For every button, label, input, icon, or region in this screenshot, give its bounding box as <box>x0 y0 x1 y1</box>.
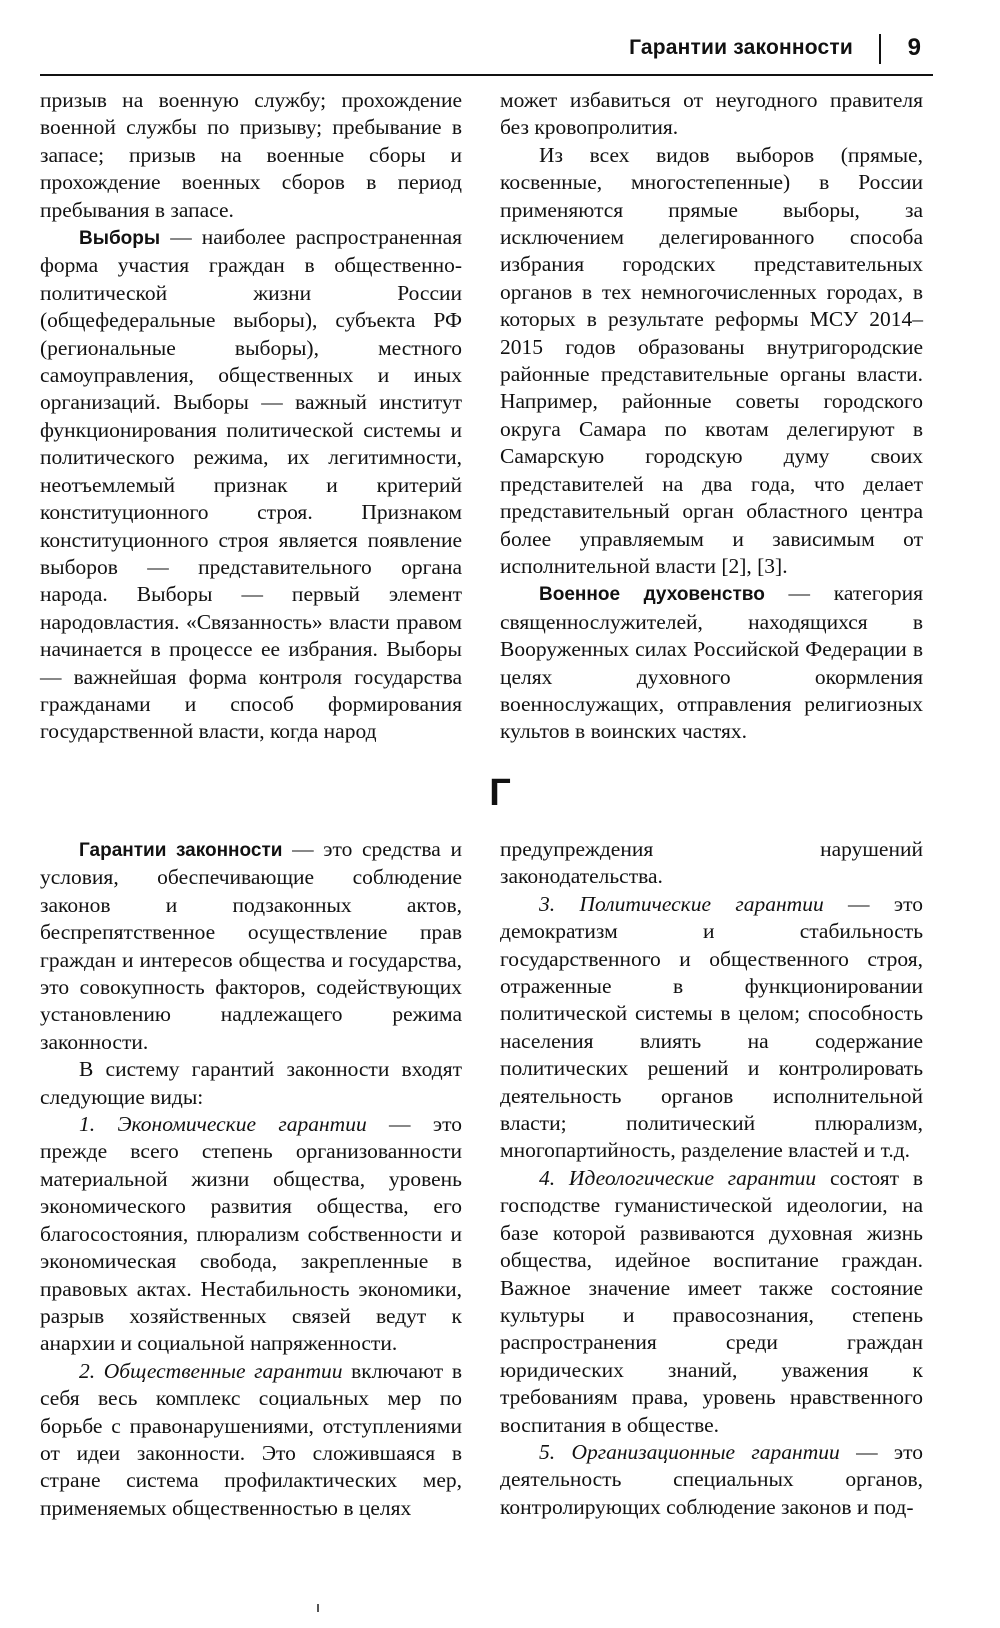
paragraph-economic <box>40 1111 462 1358</box>
paragraph-organizational <box>500 1439 923 1521</box>
top-left-column <box>40 87 462 746</box>
paragraph-text: — это средства и условия, обеспечивающие соблюдение законов и подзаконных актов, беспрепятственное осуществление прав граждан и интересов общества и государства, это совокупность факторов, содействующих установлению надлежащего режима законности. <box>40 837 463 1054</box>
page-number: 9 <box>907 34 921 61</box>
bottom-left-column <box>40 836 462 1522</box>
term-heading: Гарантии законности <box>79 840 283 861</box>
section-letter: Г <box>489 772 511 814</box>
term-heading: Военное духовенство <box>539 584 765 606</box>
paragraph-political <box>500 891 923 1165</box>
paragraph-text: — наиболее распространенная форма участия граждан в общественно-политической жизни России (общефедеральные выборы), субъекта РФ (региональные выборы), местного самоуправления, общественных и иных организаций. Выборы — важный институт функционирования политической системы и политического режима, их легитимности, неотъемлемый признак и критерий конституционного строя. Признаком конституционного строя является появление выборов — представительного органа народа. Выборы — первый элемент народовластия. «Связанность» власти правом начинается в процессе ее избрания. Выборы — важнейшая форма контроля государства гражданами и способ формирования государственной власти, когда народ <box>40 225 462 744</box>
paragraph: Из всех видов выборов (прямые, косвенные, многостепенные) в России применяются прямые выборы, за исключением делегированного способа избрания городских представительных органов в тех немногочисленных городах, в которых в результате реформы МСУ 2014–2015 годов образованы внутригородские районные представительные органы власти. Например, районные советы городского округа Самара по квотам делегируют в Самарскую городскую думу своих представителей на два года, что делает представительный орган областного центра более управляемым и зависимым от исполнительной власти [2], [3]. <box>500 142 923 578</box>
header-separator <box>879 34 881 64</box>
paragraph-text: состоят в господстве гуманистической идеологии, на базе которой развиваются духовная жизнь общества, идейное воспитание граждан. Важное значение имеет также состояние культуры и правосознания, степень распространения среди граждан юридических знаний, уважения к требованиям права, уровень нравственного воспитания в обществе. <box>500 1165 924 1437</box>
list-label: 1. Экономические гарантии <box>79 1112 367 1137</box>
paragraph: В систему гарантий законности входят следующие виды: <box>40 1057 462 1109</box>
print-mark <box>317 1604 319 1612</box>
paragraph-text: — это демократизм и стабильность государственного и общественного строя, отраженные в функционировании политической системы в целом; способность населения влиять на содержание политических решений и контролировать деятельность органов исполнительной власти; политический плюрализм, многопартийность, разделение властей и т.д. <box>500 891 923 1163</box>
paragraph: призыв на военную службу; прохождение военной службы по призыву; пребывание в запасе; призыв на военные сборы и прохождение военных сборов в период пребывания в запасе. <box>40 88 462 222</box>
list-label: 2. Общественные гарантии <box>79 1358 343 1383</box>
paragraph: может избавиться от неугодного правителя без кровопролития. <box>500 88 923 140</box>
running-header <box>40 30 933 76</box>
bottom-right-column <box>500 836 923 1521</box>
list-label: 4. Идеологические гарантии <box>539 1165 817 1190</box>
list-label: 3. Политические гарантии <box>539 891 824 916</box>
paragraph-text: — это прежде всего степень организованности материальной жизни общества, уровень экономического развития общества, его благосостояния, плюрализм собственности и экономическая свобода, закрепленные в правовых актах. Нестабильность экономики, разрыв хозяйственных связей ведут к анархии и социальной напряженности. <box>40 1112 462 1356</box>
paragraph-text: — это деятельность специальных органов, контролирующих соблюдение законов и под- <box>500 1439 923 1519</box>
paragraph-social <box>40 1358 462 1522</box>
list-label: 5. Организационные гарантии <box>539 1439 840 1464</box>
paragraph-elections <box>40 224 462 746</box>
term-heading: Выборы <box>79 228 161 250</box>
paragraph-guarantees <box>40 836 462 1056</box>
paragraph: предупреждения нарушений законодательства. <box>500 837 923 889</box>
paragraph-ideological <box>500 1165 923 1439</box>
running-title: Гарантии законности <box>629 36 853 59</box>
top-right-column <box>500 87 923 746</box>
paragraph-text: включают в себя весь комплекс социальных мер по борьбе с правонарушениями, отступлениями от идеи законности. Это сложившаяся в стране система профилактических мер, применяемых общественностью в целях <box>40 1358 462 1520</box>
paragraph-military-clergy <box>500 580 923 745</box>
paragraph-text: — категория священнослужителей, находящихся в Вооруженных силах Российской Федерации в целях духовного окормления военнослужащих, отправления религиозных культов в воинских частях. <box>500 581 923 744</box>
